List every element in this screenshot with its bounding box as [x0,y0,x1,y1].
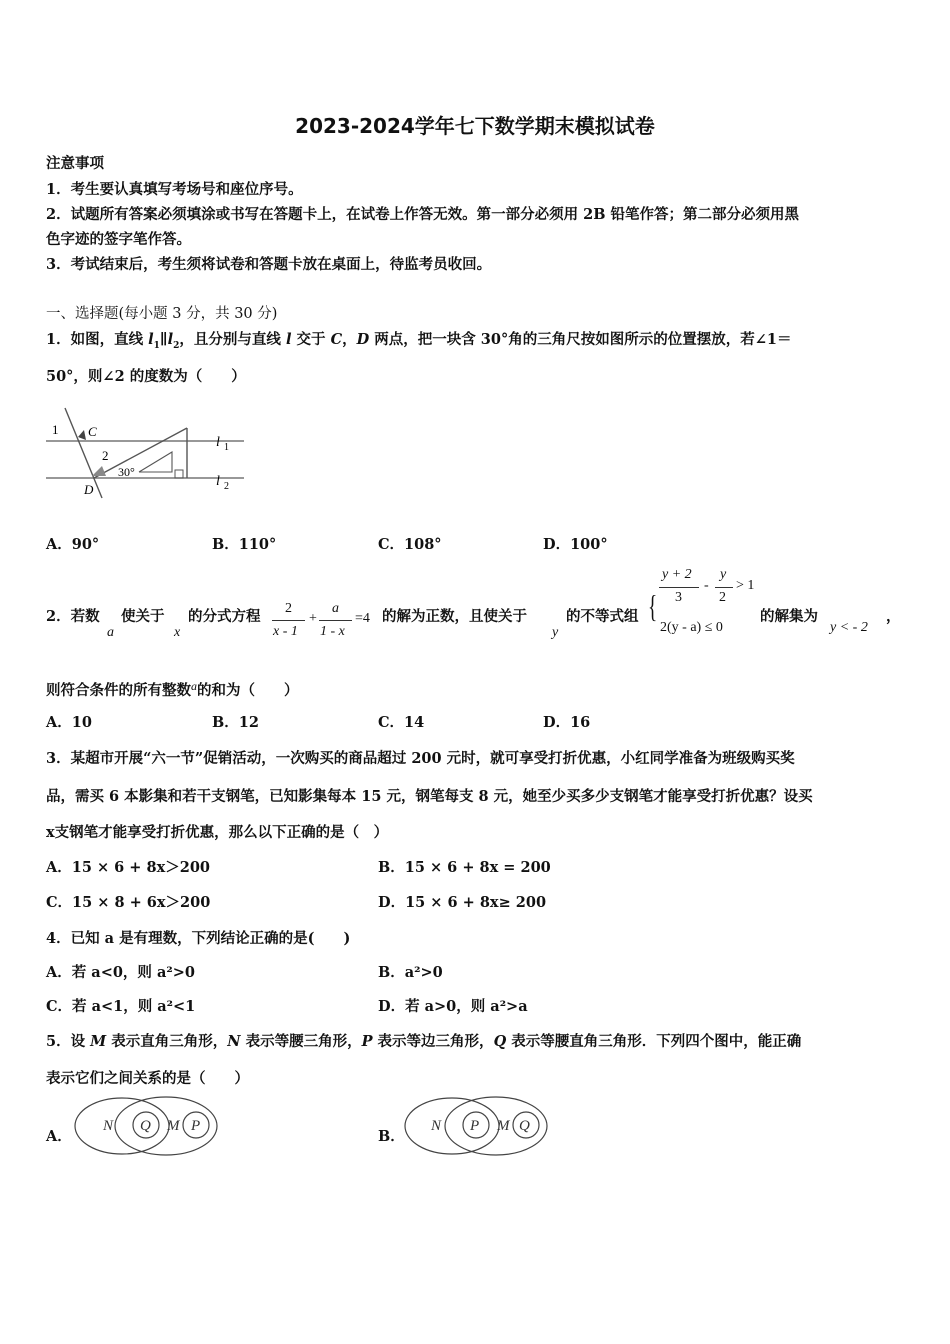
option-d[interactable]: D．100° [543,536,608,553]
svg-text:N: N [103,1118,114,1134]
svg-text:30°: 30° [118,465,135,479]
question-3-line: 品，需买 6 本影集和若干支钢笔，已知影集每本 15 元，钢笔每支 8 元，她至少买多少支钢笔才能享受打折优惠？设买 [46,788,813,805]
option-c[interactable]: C．108° [378,536,442,553]
svg-text:N: N [431,1118,442,1134]
question-5-line-2: 表示它们之间关系的是（ ） [46,1070,249,1087]
inequality-num-2: y [720,567,727,582]
option-b[interactable]: B．a²>0 [378,964,443,981]
equation-num-1: 2 [285,601,292,616]
svg-text:l: l [216,435,220,450]
equation-rhs: =4 [355,611,370,626]
equation-num-2: a [332,601,339,616]
option-b[interactable]: B． [378,1128,405,1145]
question-2-text: 的解集为 [760,608,818,625]
question-2-text: 2．若数 [46,608,100,625]
option-a[interactable]: A．10 [46,714,92,731]
question-5-line-1: 5．设 M 表示直角三角形，N 表示等腰三角形，P 表示等边三角形，Q 表示等腰直角三角形．下列四个图中，能正确 [46,1033,802,1050]
question-1-line-1: 1．如图，直线 $l_1\parallel l_2$，且分别与直线 l 交于 C，D 两点，把一块含 30°角的三角尺按如图所示的位置摆放，若∠1＝ [46,331,792,351]
option-a[interactable]: A．90° [46,536,100,553]
option-c[interactable]: C．14 [378,714,425,731]
minus-sign: - [704,578,709,593]
svg-text:1: 1 [52,422,59,437]
svg-text:D: D [84,482,94,497]
section-heading: 一、选择题(每小题 3 分，共 30 分) [46,306,278,322]
option-b[interactable]: B．15 × 6 + 8x = 200 [378,859,551,876]
inequality-num-1: y + 2 [662,567,692,582]
notice-item: 2．试题所有答案必须填涂或书写在答题卡上，在试卷上作答无效。第一部分必须用 2B 铅笔作答；第二部分必须用黑 [46,206,800,223]
option-a[interactable]: A．若 a<0，则 a²>0 [46,964,195,981]
option-c[interactable]: C．若 a<1，则 a²<1 [46,998,196,1015]
notice-item: 3．考试结束后，考生须将试卷和答题卡放在桌面上，待监考员收回。 [46,256,492,273]
option-d[interactable]: D．15 × 6 + 8x≥ 200 [378,894,547,911]
inequality-den-2: 2 [719,590,726,605]
question-4-stem: 4．已知 a 是有理数，下列结论正确的是( ) [46,930,351,947]
inequality-2: 2(y - a) ≤ 0 [660,620,723,635]
variable-a: a [107,625,114,640]
option-d[interactable]: D．16 [543,714,591,731]
inequality-den-1: 3 [675,590,682,605]
brace: { [648,588,658,624]
svg-text:Q: Q [519,1118,530,1134]
svg-text:P: P [191,1118,201,1134]
question-2-text: 使关于 [121,608,165,625]
option-b[interactable]: B．12 [212,714,259,731]
notice-item: 1．考生要认真填写考场号和座位序号。 [46,181,303,198]
solution: y < - 2 [830,620,868,635]
fraction-bar [715,587,733,588]
svg-text:M: M [167,1118,180,1134]
notice-heading: 注意事项 [46,155,104,172]
fraction-bar [319,620,352,621]
option-a[interactable]: A．15 × 6 + 8x＞200 [46,859,211,876]
equation-den-2: 1 - x [320,624,345,639]
inequality-rhs: > 1 [736,578,755,593]
question-2-text: 的解为正数，且使关于 [382,608,527,625]
venn-diagram-b[interactable] [400,1092,555,1162]
option-c[interactable]: C．15 × 8 + 6x＞200 [46,894,211,911]
variable-x: x [174,625,181,640]
svg-text:M: M [497,1118,510,1134]
fraction-bar [272,620,305,621]
fraction-bar [659,587,699,588]
page-title: 2023-2024学年七下数学期末模拟试卷 [295,114,655,138]
svg-text:2: 2 [102,448,109,463]
question-1-line-2: 50°，则∠2 的度数为（ ） [46,368,246,385]
svg-text:P: P [470,1118,480,1134]
svg-text:C: C [88,424,97,439]
option-b[interactable]: B．110° [212,536,277,553]
option-d[interactable]: D．若 a>0，则 a²>a [378,998,528,1015]
svg-text:l: l [216,474,220,489]
question-2-text: 的不等式组 [566,608,639,625]
variable-y: y [552,625,559,640]
venn-diagram-a[interactable] [70,1092,225,1162]
plus-sign: + [309,611,317,626]
svg-text:2: 2 [224,481,229,492]
question-1-figure [44,400,244,500]
question-3-line: x支钢笔才能享受打折优惠，那么以下正确的是（ ） [46,824,389,841]
svg-text:Q: Q [140,1118,151,1134]
question-2-line-2: 则符合条件的所有整数$^a$的和为（ ） [46,679,299,699]
question-2-text: 的分式方程 [188,608,261,625]
equation-den-1: x - 1 [273,624,298,639]
option-a[interactable]: A． [46,1128,72,1145]
question-2-text: ， [886,608,901,625]
svg-text:1: 1 [224,442,229,453]
question-3-line: 3．某超市开展“六一节”促销活动，一次购买的商品超过 200 元时，就可享受打折优惠，小红同学准备为班级购买奖 [46,750,795,767]
notice-item: 色字迹的签字笔作答。 [46,231,191,248]
